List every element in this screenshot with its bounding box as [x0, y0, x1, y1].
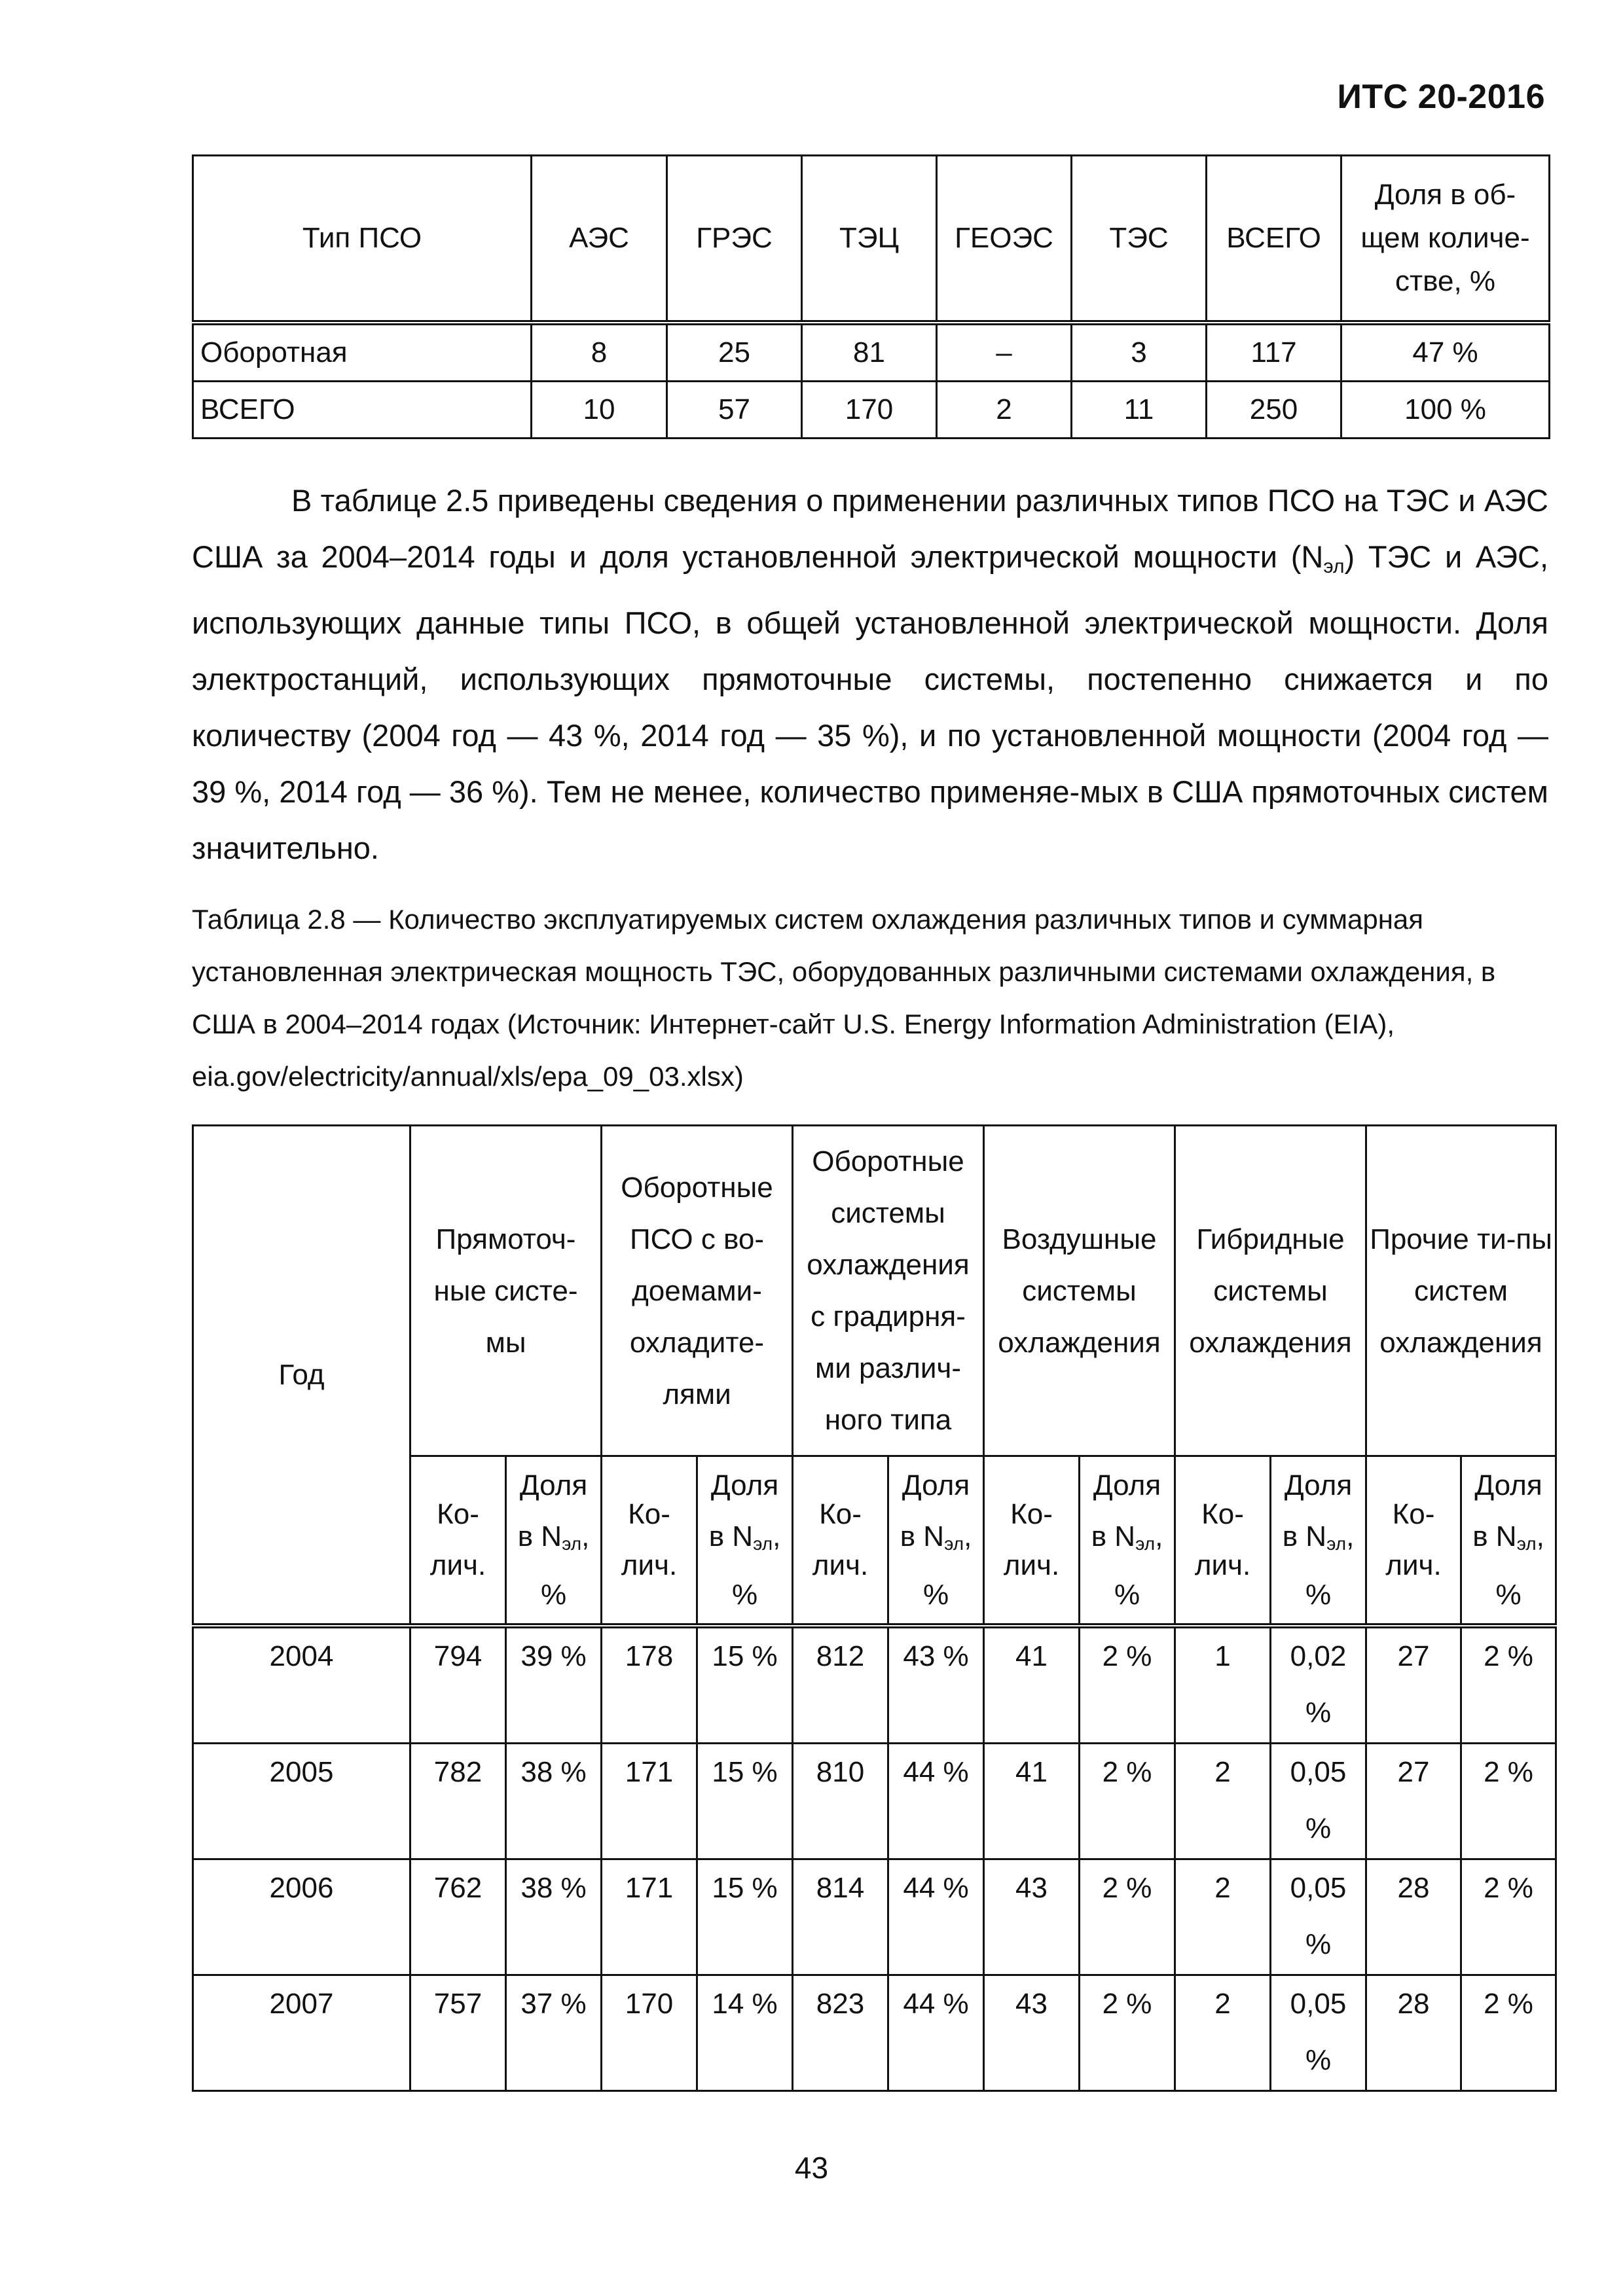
count-subheader: Ко-лич.: [602, 1456, 697, 1626]
subscript-el: эл: [753, 1533, 773, 1554]
paragraph-text: В таблице 2.5 приведены сведения о применении различных типов ПСО на ТЭС и АЭС США за 2004–2014 годы и доля установленной электрической мощности (N: [192, 483, 1548, 574]
table2-cell: 171: [602, 1859, 697, 1975]
table2-cell: 15 %: [697, 1626, 793, 1744]
table2-cell: 2 %: [1080, 1975, 1175, 2091]
table2-cell: 757: [410, 1975, 506, 2091]
table1-header-cell: ТЭС: [1072, 156, 1207, 323]
table2-cell: 39 %: [506, 1626, 602, 1744]
group-header: Воздушные системы охлаждения: [984, 1126, 1175, 1456]
table2-cell: 782: [410, 1744, 506, 1859]
table2-cell: 2: [1175, 1744, 1271, 1859]
share-unit: , %: [922, 1520, 972, 1611]
table2-cell: 0,05 %: [1271, 1744, 1366, 1859]
table2-cell: 43 %: [888, 1626, 984, 1744]
share-subheader: [1080, 1456, 1175, 1626]
table2-cell: 15 %: [697, 1744, 793, 1859]
share-unit: , %: [540, 1520, 590, 1611]
subscript-el: эл: [1135, 1533, 1156, 1554]
table1-header-cell: ГЕОЭС: [937, 156, 1072, 323]
share-subheader: [697, 1456, 793, 1626]
page-number: 43: [794, 2151, 829, 2185]
table2-cell: 38 %: [506, 1744, 602, 1859]
table1-cell: 81: [802, 323, 937, 382]
table2-cell: 28: [1366, 1975, 1461, 2091]
table1-cell: –: [937, 323, 1072, 382]
table2-cell: 762: [410, 1859, 506, 1975]
pso-types-table: [192, 154, 1550, 439]
share-subheader: [1271, 1456, 1366, 1626]
table2-row: [193, 1744, 1556, 1859]
table1-cell: 100 %: [1341, 382, 1550, 439]
table2-cell: 43: [984, 1975, 1080, 2091]
table2-cell: 2 %: [1461, 1975, 1556, 2091]
table2-cell: 2 %: [1461, 1744, 1556, 1859]
table2-cell: 0,05 %: [1271, 1859, 1366, 1975]
group-header: Прочие ти-пы систем охлаждения: [1366, 1126, 1556, 1456]
table2-cell: 27: [1366, 1626, 1461, 1744]
table2-cell: 2 %: [1080, 1626, 1175, 1744]
share-unit: , %: [1305, 1520, 1355, 1611]
table1-cell: 3: [1072, 323, 1207, 382]
share-subheader: [888, 1456, 984, 1626]
cooling-systems-table: [192, 1124, 1557, 2092]
table2-cell: 15 %: [697, 1859, 793, 1975]
share-label: Доля в N: [517, 1469, 588, 1552]
table-caption: Таблица 2.8 — Количество эксплуатируемых систем охлаждения различных типов и суммарная установленная электрическая мощность ТЭС, оборудованных различными системами охлаждения, в США в 2004–2014 годах (Источник: Интернет-сайт U.S. Energy Information Administration (EIA), eia.gov/electricity/annual/xls/epa_09_03.xlsx): [192, 904, 1496, 1092]
table2-body: [193, 1626, 1556, 2091]
table2-cell: 1: [1175, 1626, 1271, 1744]
count-subheader: Ко-лич.: [1175, 1456, 1271, 1626]
share-subheader: [506, 1456, 602, 1626]
table2-cell: 0,05 %: [1271, 1975, 1366, 2091]
table2-cell: 38 %: [506, 1859, 602, 1975]
table1-cell: ВСЕГО: [193, 382, 532, 439]
paragraph-text: ) ТЭС и АЭС, использующих данные типы ПСО, в общей установленной электрической мощности. Доля электростанций, использующих прямоточные системы, постепенно снижается и по количеству (2004 год — 43 %, 2014 год — 35 %), и по установленной мощности (2004 год — 39 %, 2014 год — 36 %). Тем не менее, количество применяе-мых в США прямоточных систем значительно.: [192, 539, 1549, 865]
table1-header-cell: ГРЭС: [667, 156, 802, 323]
table2-header-row: [193, 1126, 1556, 1456]
share-label: Доля в N: [1282, 1469, 1353, 1552]
document-code: ИТС 20-2016: [1337, 78, 1545, 116]
count-subheader: Ко-лич.: [1366, 1456, 1461, 1626]
table2-cell: 0,02 %: [1271, 1626, 1366, 1744]
table1-cell: 11: [1072, 382, 1207, 439]
year-header: Год: [193, 1126, 410, 1626]
table1-cell: 117: [1207, 323, 1341, 382]
table2-row: [193, 1626, 1556, 1744]
group-header: Оборотные ПСО с во-доемами-охладите-лями: [602, 1126, 793, 1456]
table2-cell: 2: [1175, 1859, 1271, 1975]
subscript-el: эл: [1323, 556, 1345, 577]
table2-cell: 178: [602, 1626, 697, 1744]
table1-header-cell: ТЭЦ: [802, 156, 937, 323]
share-label: Доля в N: [900, 1469, 970, 1552]
table2-cell: 814: [793, 1859, 888, 1975]
table2-cell: 2: [1175, 1975, 1271, 2091]
table1-row: [193, 323, 1550, 382]
table1-header-cell: Тип ПСО: [193, 156, 532, 323]
table1-cell: 170: [802, 382, 937, 439]
table1-cell: 57: [667, 382, 802, 439]
table2-cell: 41: [984, 1744, 1080, 1859]
table2-cell: 2 %: [1461, 1626, 1556, 1744]
table2-cell: 37 %: [506, 1975, 602, 2091]
table1-cell: 8: [532, 323, 667, 382]
table2-cell: 44 %: [888, 1859, 984, 1975]
table2-cell: 44 %: [888, 1744, 984, 1859]
table1-header-row: [193, 156, 1550, 323]
table2-cell: 823: [793, 1975, 888, 2091]
table2-cell: 14 %: [697, 1975, 793, 2091]
table2-cell: 27: [1366, 1744, 1461, 1859]
group-header: Прямоточ-ные систе-мы: [410, 1126, 602, 1456]
table2-row: [193, 1975, 1556, 2091]
table1-header-cell: АЭС: [532, 156, 667, 323]
year-cell: 2007: [193, 1975, 410, 2091]
table1-cell: 47 %: [1341, 323, 1550, 382]
table2-cell: 2 %: [1461, 1859, 1556, 1975]
table1-header-cell: Доля в об-щем количе-стве, %: [1341, 156, 1550, 323]
subscript-el: эл: [1326, 1533, 1347, 1554]
year-cell: 2006: [193, 1859, 410, 1975]
count-subheader: Ко-лич.: [793, 1456, 888, 1626]
group-header: Гибридные системы охлаждения: [1175, 1126, 1366, 1456]
table2-cell: 171: [602, 1744, 697, 1859]
subscript-el: эл: [1516, 1533, 1537, 1554]
table1-cell: 10: [532, 382, 667, 439]
table2-cell: 2 %: [1080, 1859, 1175, 1975]
table2-cell: 170: [602, 1975, 697, 2091]
table1-row: [193, 382, 1550, 439]
subscript-el: эл: [944, 1533, 964, 1554]
table1-header-cell: ВСЕГО: [1207, 156, 1341, 323]
share-unit: , %: [731, 1520, 781, 1611]
group-header: Оборотные системы охлаждения с градирня-ми различ-ного типа: [793, 1126, 984, 1456]
table2-row: [193, 1859, 1556, 1975]
share-unit: , %: [1495, 1520, 1544, 1611]
table2-cell: 28: [1366, 1859, 1461, 1975]
share-unit: , %: [1114, 1520, 1163, 1611]
share-label: Доля в N: [1472, 1469, 1542, 1552]
table1-cell: Оборотная: [193, 323, 532, 382]
year-cell: 2004: [193, 1626, 410, 1744]
table1-cell: 250: [1207, 382, 1341, 439]
table2-cell: 2 %: [1080, 1744, 1175, 1859]
table2-cell: 794: [410, 1626, 506, 1744]
table2-cell: 44 %: [888, 1975, 984, 2091]
count-subheader: Ко-лич.: [984, 1456, 1080, 1626]
table2-cell: 41: [984, 1626, 1080, 1744]
table1-cell: 2: [937, 382, 1072, 439]
body-paragraph: [192, 473, 1548, 876]
count-subheader: Ко-лич.: [410, 1456, 506, 1626]
table2-cell: 810: [793, 1744, 888, 1859]
share-label: Доля в N: [1091, 1469, 1161, 1552]
share-label: Доля в N: [708, 1469, 779, 1552]
table2-cell: 43: [984, 1859, 1080, 1975]
year-cell: 2005: [193, 1744, 410, 1859]
subscript-el: эл: [562, 1533, 582, 1554]
share-subheader: [1461, 1456, 1556, 1626]
table1-cell: 25: [667, 323, 802, 382]
table2-cell: 812: [793, 1626, 888, 1744]
